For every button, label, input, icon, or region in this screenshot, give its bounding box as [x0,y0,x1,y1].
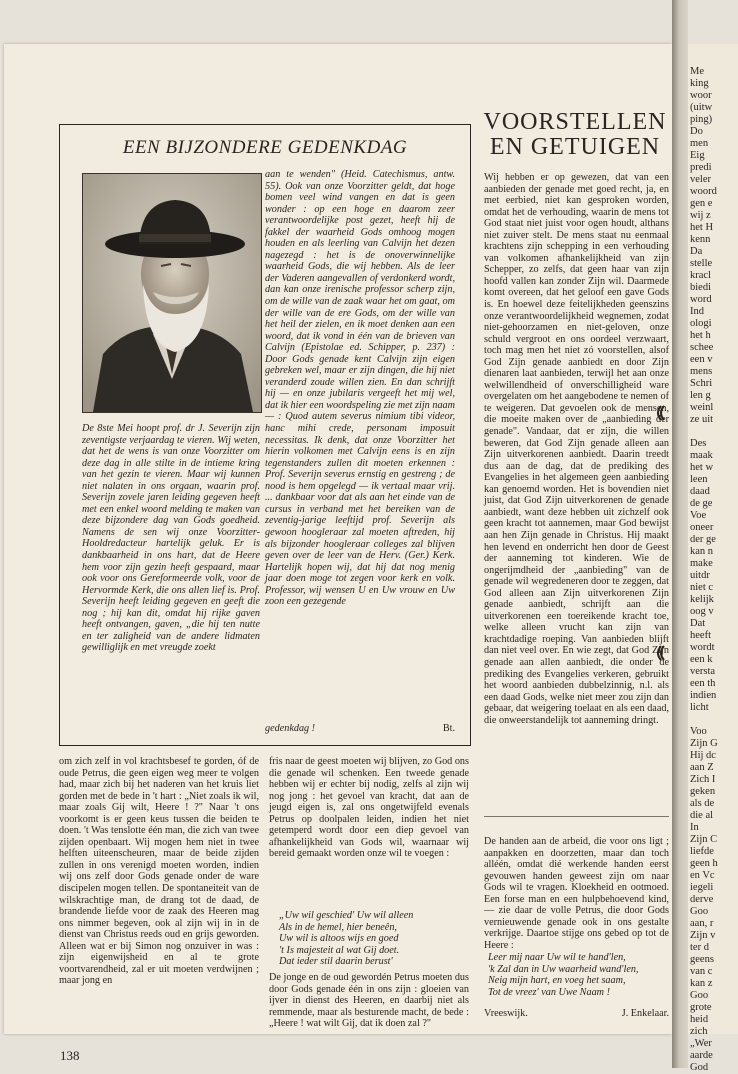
binding-hole-icon [652,644,666,662]
next-page-fragment: geens [690,954,714,965]
next-page-fragment: ologi [690,318,712,329]
next-page-fragment: Schri [690,378,713,389]
next-page-fragment: licht [690,702,709,713]
next-page-fragment: predi [690,162,712,173]
next-page-fragment: Zijn v [690,930,716,941]
next-page-fragment: iegeli [690,882,714,893]
next-page-fragment: Goo [690,906,709,917]
poem-line: Uw wil is altoos wijs en goed [279,933,399,945]
page-spine [672,0,688,1068]
box-signoff-text: gedenkdag ! [265,723,316,734]
next-page-fragment: woord [690,186,717,197]
next-page-fragment: stelle [690,258,713,269]
next-page-fragment: aan, r [690,918,714,929]
poem-line: „Uw wil geschied' Uw wil alleen [279,910,414,921]
signature-name: J. Enkelaar. [621,1008,669,1019]
anniversary-box [59,124,471,746]
box-text-left: De 8ste Mei hoopt prof. dr J. Severijn zijn zeventigste verjaardag te vieren. Wij weten, dat het de wens is van onze Voorzitter om deze dag in alle stilte in de intieme kring van het gezin te vieren. Maar wij kunnen niet nalaten in ons orgaan, waarin prof. Severijn zovele jaren leiding gegeven heeft met een enkel woord melding te maken van deze bijzondere dag van Gods goedheid. Namens de sen wij onze Voorzitter-Hooldredacteur hartelijk geluk. Er is dankbaarheid in ons hart, dat de Heere hem voor zijn gezin heeft gespaard, maar ook voor ons Gereformeerde volk, voor de Hervormde Kerk, die ons allen lief is. Prof. Severijn heeft leiding gegeven en geeft die nog ; hij kan dit, omdat hij rijke gaven heeft ontvangen, gaven, „die hij ten nutte en ter zaligheid van de andere lidmaten gewilliglijk en met vreugde zoekt [82,423,260,654]
article-bottom-middle-column-2: De jonge en de oud gewordén Petrus moeten dus door Gods genade één in ons zijn : gloeien van ijver in dienst des Heeren, en daarbij niet als remmende, maar als besturende macht, de bede : „Heere ! wat wilt Gij, dat ik doen zal ?" [269,972,469,1030]
next-page-fragment: king [690,78,709,89]
next-page-fragment: een v [690,354,713,365]
next-page-fragment: Do [690,126,703,137]
next-page-fragment: als de [690,798,715,809]
next-page-fragment: liefde [690,846,714,857]
box-signoff [265,723,455,734]
next-page-fragment: Voo [690,726,707,737]
next-page-fragment: Da [690,246,703,257]
poem-line: 't Is majesteit al wat Gij doet. [279,944,400,956]
article-bottom-left-column: om zich zelf in vol krachtsbesef te gorden, óf de oude Petrus, die geen eigen weg meer te volgen had, maar zich bij het naderen van het kruis liet gorden met de bede in 't hart : „Niet zoals ik wil, maar zoals Gij wilt, Heere ! ?" Naar 't ons voorkomt is er geen keus tussen die beiden te doen. 't Was tenslotte één man, die zich van twee zijden openbaart. Wij mogen hem niet in twee helften uiteenscheuren, maar de beide zijden zullen in ons verenigd moeten worden, indien wij ons zelf door Gods genade onder de ware discipelen mogen tellen. De spontaneiteit van de wilskrachtige man, de drang tot de daad, de brandende liefde voor de zaak des Heeren mag ons nimmer begeven, ook al zijn wij in in de dienst van Christus reeds oud en grijs geworden. Alleen wat er bij Simon nog onzuiver in was : zijn eigenwijsheid en al te grote voortvarendheid, zal er uit moeten verdwijnen ; maar jong en [59,756,259,987]
next-page-fragment: In [690,822,699,833]
page-number: 138 [60,1048,80,1063]
next-page-fragment: daad [690,486,710,497]
poem-line: Neig mijn hart, en voeg het saam, [488,975,626,987]
next-page-fragment: Zich I [690,774,716,785]
next-page-fragment: die al [690,810,714,821]
next-page-fragment: oneer [690,522,714,533]
poem-line: Als in de hemel, hier beneên, [279,921,397,933]
next-page-fragment: indien [690,690,717,701]
next-page-fragment: Ind [690,306,704,317]
next-page-fragment: ze uit [690,414,714,425]
next-page-fragment: kelijk [690,594,714,605]
next-page-fragment: versta [690,666,716,677]
next-page-fragment: leen [690,474,708,485]
next-page-fragment: mens [690,366,713,377]
next-page-fragment: heid [690,1014,709,1025]
next-page-fragment: kan z [690,978,713,989]
next-page-fragment: weinl [690,402,714,413]
box-title: EEN BIJZONDERE GEDENKDAG [122,137,408,158]
box-text-right: aan te wenden" (Heid. Catechismus, antw. 55). Ook van onze Voorzitter geldt, dat hoge bomen veel wind vangen en dat is geen wonder : op een hoge en daarom zeer verantwoordelijke post gezet, heeft hij de fakkel der waarheid Gods omhoog mogen houden en als leerling van Calvijn het dezen nagezegd : het is de onoverwinnelijke waarheid Gods, die wij hebben. Als de leer der Vaderen aangevallen of verdonkerd wordt, dan kan onze irenische professor scherp zijn, om de wille van de zaak waar het om gaat, om der wille van de ere Gods, om der wille van het heil der zielen, en ik moet denken aan een woord, dat ik vond in één van de brieven van Calvijn (Epistolae ed. Schipper, p. 237) : Door Gods genade kent Calvijn zijn eigen gebreken wel, maar er zijn dingen, die hij niet veranderd zoude willen zien. En dan schrijft hij — en onze jubilaris vergeeft het mij wel, dat ik hier een woordspeling zie met zijn naam — : Quod autem severus nimium tibi videor, hanc mihi crede, personam imposuit necessitas. Ik denk, dat onze Voorzitter het hierin volkomen met Calvijn eens is en zijn tegenstanders zullen dit moeten erkennen : Prof. Severijn severus ernstig en gestreng ; de nood is hem opgelegd — ik vertaal maar vrij. ... dankbaar voor dat als aan het einde van de cursus in verband met het bereiken van de zeventig-jarige leeftijd prof. Severijn als gewoon hoogleraar zal moeten aftreden, hij als bijzonder hoogleraar colleges zal blijven geven over de leer van de Herv. (Ger.) Kerk. Hartelijk hopen wij, dat hij dat nog menig jaar doen moge tot zegen voor kerk en volk. Professor, wij wensen U en Uw vrouw en Uw zoon een gezegende [265,169,455,608]
next-page-fragment: kracl [690,270,711,281]
portrait-photo [82,173,262,413]
next-page-fragment: gen e [690,198,713,209]
next-page-fragment: Zijn C [690,834,718,845]
next-page-fragment: Voe [690,510,707,521]
next-page-fragment: Zijn G [690,738,718,749]
article-heading [480,110,670,160]
next-page-fragment: wordt [690,642,715,653]
next-page-fragment: aan Z [690,762,714,773]
binding-hole-icon [652,404,666,422]
poem-line: Leer mij naar Uw wil te hand'len, [488,952,626,963]
next-page-fragment: woor [690,90,712,101]
next-page-fragment: Dat [690,618,706,629]
next-page-fragment: biedi [690,282,711,293]
article-bottom-middle-column: fris naar de geest moeten wij blijven, zo God ons die genade wil schenken. Een tweede genade hebben wij er echter bij nodig, zelfs al zijn wij nog jong : het gevoel van kracht, dat aan de jeugd eigen is, zal ons ongetwijfeld evenals Petrus op doolpalen leiden, indien het niet getemperd wordt door een diep gevoel van afhankelijkheid van Gods wil, waarnaar wij bereid gemaakt worden onze wil te voegen : [269,756,469,860]
next-page-fragment: het h [690,330,711,341]
next-page-fragment: Me [690,66,704,77]
next-page-fragment: maak [690,450,713,461]
next-page-fragment: uitdr [690,570,710,581]
next-page-fragment: Goo [690,990,709,1001]
next-page-fragment: Eig [690,150,705,161]
next-page-fragment: ter d [690,942,709,953]
next-page-fragment: geen h [690,858,718,869]
next-page-fragment: schee [690,342,714,353]
next-page-fragment: ping) [690,114,713,125]
next-page-fragment: kan n [690,546,714,557]
next-page-fragment: oog v [690,606,714,617]
next-page-fragment: God [690,1062,709,1073]
next-page-fragment: het H [690,222,714,233]
next-page-fragment: derve [690,894,714,905]
next-page-fragment: zich [690,1026,708,1037]
next-page-fragment: len g [690,390,711,401]
poem-middle [279,910,469,968]
next-page-fragment: „Wer [690,1038,712,1049]
article-heading-line2: EN GETUIGEN [489,134,661,160]
next-page-fragment: een k [690,654,713,665]
next-page-fragment: de ge [690,498,713,509]
article-signature [484,1008,669,1019]
next-page-fragment: heeft [690,630,711,641]
next-page-fragment: wij z [690,210,711,221]
next-page-fragment: een th [690,678,716,689]
next-page-fragment: make [690,558,713,569]
signature-place: Vreeswijk. [484,1008,528,1019]
next-page-fragment: aarde [690,1050,713,1061]
article-right-column-2: De handen aan de arbeid, die voor ons ligt ; aanpakken en doorzetten, maar dan toch alléén, omdat dié werkende handen eerst gevouwen handen geweest zijn om naar Gods wil te vragen. Kloekheid en ootmoed. Een forse man en een hulpbehoevend kind, — zie daar de volle Petrus, die door Gods vernieuwende genade ook in ons gestalte verkrijge. Daartoe stijge ons gebed op tot de Heere : [484,836,669,951]
portrait-image [83,174,261,412]
next-page-fragment: het w [690,462,714,473]
poem-right [488,952,673,998]
next-page-fragment: word [690,294,712,305]
poem-line: Dat ieder stil daarin berust' [279,956,393,968]
next-page-edge [688,44,738,1073]
next-page-fragment: der ge [690,534,716,545]
section-divider [484,816,669,817]
next-page-fragment: geken [690,786,716,797]
next-page-fragment: van c [690,966,713,977]
article-heading-line1: VOORSTELLEN [483,109,667,135]
next-page-fragment: niet c [690,582,714,593]
next-page-fragment: grote [690,1002,712,1013]
next-page-fragment: veler [690,174,711,185]
next-page-fragment: kenn [690,234,711,245]
box-signoff-initials: Bt. [442,723,455,734]
poem-line: Tot de vreez' van Uwe Naam ! [488,986,610,998]
poem-line: 'k Zal dan in Uw waarheid wand'len, [488,963,639,975]
next-page-fragment: en Vc [690,870,715,881]
magazine-page [4,44,672,1063]
article-right-column: Wij hebben er op gewezen, dat van een aanbieden der genade met goed recht, ja, en met eerbied, niet kan gesproken worden, omdat het de verhouding, waarin de mens tot God staat niet juist voor ogen houdt, althans niet zuiver stelt. De mens staat nu eenmaal krachtens zijn schepping in een verhouding van volkomen afhankelijkheid van zijn Schepper, zo zelfs, dat geen haar van zijn hoofd vallen kan zonder Zijn wil. Daarmede komt overeen, dat het geloof een gave Gods is. En hoewel deze feitelijkheden geenszins onze verantwoordelijkheid wegnemen, zodat niet-gehoorzamen en niet-geloven, onze schuld vergroot en ons oordeel verzwaart, toch mag men het niet zó voorstellen, alsof God Zijn genade aanbiedt en door Zijn dienaren laat aanbieden, terwijl het aan onze welwillendheid of onverschilligheid ware overgelaten om het aangebodene te nemen of te weigeren. Dat gevoelen ook de mensen, die moeite maken over de „aanbieding der genade". Vandaar, dat er zijn, die willen beweren, dat God Zijn genade alleen aan Zijn uitverkorenen aanbiedt. Daarin treedt dus aan de dag, dat de prediking des Evangelies in het algemeen geen aanbieding kan genoemd worden. Het is bovendien niet juist, dat God Zijn uitverkorenen de genade aanbiedt, want deze hebben uit zichzelf ook geen kracht tot aannemen, maar God bewijst aan hen Zijn genade in Christus. Hij maakt hen levend en onderricht hen door de Geest der aanneming tot kinderen. Wie de ongerijmdheid der „aanbieding" van de genade wil wegredeneren door te zeggen, dat God alleen aan Zijn uitverkorenen Zijn genade aanbiedt, schrijft aan die uitverkorenen een toereikende kracht toe, welke alleen vrucht kan zijn van krachtdadige roeping. Van aanbieden blijft dan niet veel over. En wie zegt, dat God Zijn genade aan allen aanbiedt, die onder de prediking des Evangelies verkeren, gebruikt het woord aanbieden dubbelzinnig, n.l. als een daad Gods, welke niet meer zou zijn dan gebaar, dat weigering toelaat en als een daad, die onweerstandelijk tot aanneming dringt. [484,172,669,726]
next-page-fragment: (uitw [690,102,713,113]
next-page-fragment: Hij dc [690,750,716,761]
next-page-fragment: men [690,138,709,149]
next-page-fragment: Des [690,438,707,449]
